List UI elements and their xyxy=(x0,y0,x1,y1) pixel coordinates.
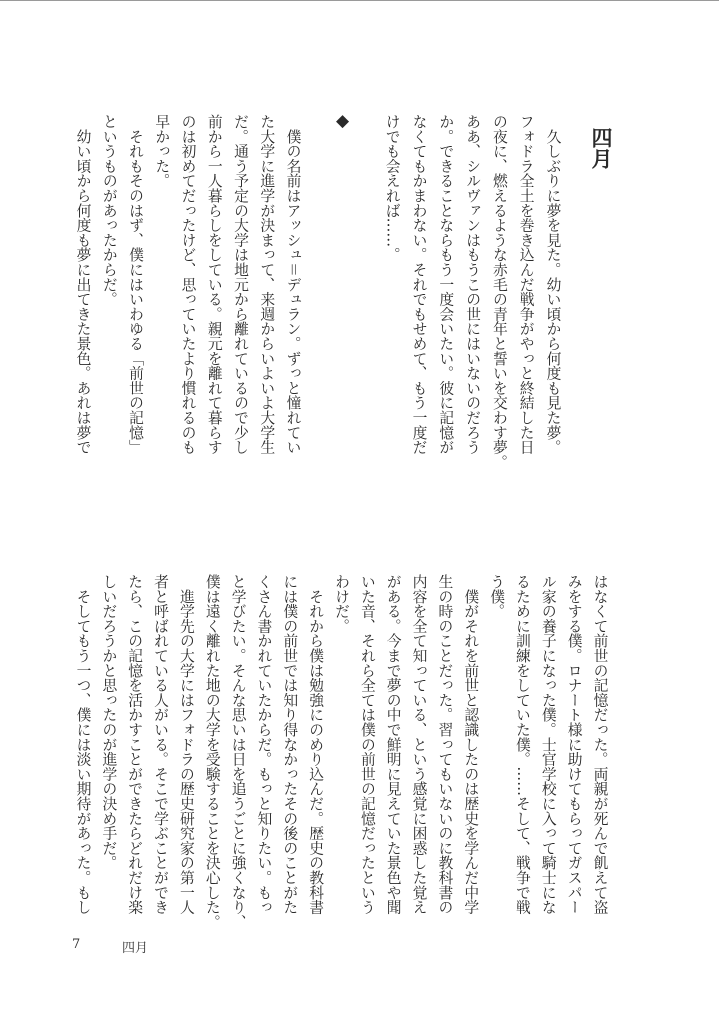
text-column: 生の時のことだった。習ってもいないのに教科書の xyxy=(436,574,454,915)
text-column: か。できることならもう一度会いたい。彼に記憶が xyxy=(437,114,455,455)
text-column: 幼い頃から何度も夢に出てきた景色。あれは夢で xyxy=(74,114,92,455)
page-number: 7 xyxy=(72,937,81,952)
text-column: 内容を全て知っている、という感覚に困惑した覚え xyxy=(410,574,428,915)
text-column: るために訓練をしていた僕。……そして、戦争で戦 xyxy=(513,574,531,915)
text-column: しいだろうかと思ったのが進学の決め手だ。 xyxy=(100,574,118,870)
text-column: それもそのはず、僕にはいわゆる「前世の記憶」 xyxy=(127,114,144,455)
running-head: 四月 xyxy=(122,941,149,956)
text-column: たら、この記憶を活かすことができたらどれだけ楽 xyxy=(126,574,144,915)
text-column: いた音、それら全ては僕の前世の記憶だったという xyxy=(358,574,376,915)
text-column: た大学に進学が決まって、来週からいよいよ大学生 xyxy=(258,114,276,455)
text-column: 僕は遠く離れた地の大学を受験することを決心した。 xyxy=(203,574,221,930)
text-column: はなくて前世の記憶だった。両親が死んで飢えて盗 xyxy=(591,574,609,915)
text-column: がある。今まで夢の中で鮮明に見えていた景色や聞 xyxy=(384,574,402,915)
text-column: けでも会えれば……。 xyxy=(383,114,401,262)
text-column: ル家の養子になった僕。士官学校に入って騎士にな xyxy=(539,574,557,915)
text-column: のは初めてだったけど、思っていたより慣れるのも xyxy=(179,114,197,455)
text-column: 者と呼ばれている人がいる。そこで学ぶことができ xyxy=(152,574,170,915)
text-column: フォドラ全土を巻き込んだ戦争がやっと終結した日 xyxy=(517,114,535,455)
text-column: というものがあったからだ。 xyxy=(100,114,118,307)
text-column: と学びたい。そんな思いは日を追うごとに強くなり、 xyxy=(229,574,247,930)
text-column: には僕の前世では知り得なかったその後のことがた xyxy=(281,574,299,915)
text-column: 久しぶりに夢を見た。幼い頃から何度も見た夢。 xyxy=(544,114,562,455)
text-column: う僕。 xyxy=(488,574,506,619)
text-column: そしてもう一つ、僕には淡い期待があった。もし xyxy=(74,574,92,915)
text-column: だ。通う予定の大学は地元から離れているので少し xyxy=(232,114,249,455)
text-column: の夜に、燃えるような赤毛の青年と誓いを交わす夢。 xyxy=(490,114,508,470)
text-column: わけだ。 xyxy=(333,574,350,634)
text-column: ああ、シルヴァンはもうこの世にはいないのだろう xyxy=(464,114,482,455)
text-column: くさん書かれていたからだ。もっと知りたい。もっ xyxy=(255,574,273,915)
text-column: 進学先の大学にはフォドラの歴史研究家の第一人 xyxy=(177,574,195,915)
chapter-title: 四月 xyxy=(589,127,614,169)
text-column: 早かった。 xyxy=(153,114,171,188)
text-column: みをする僕。ロナート様に助けてもらってガスパー xyxy=(565,574,583,915)
text-column: 前から一人暮らしをしている。親元を離れて暮らす xyxy=(205,114,223,455)
text-column: それから僕は勉強にのめり込んだ。歴史の教科書 xyxy=(307,574,325,915)
text-column: 僕の名前はアッシュ＝デュラン。ずっと憧れてい xyxy=(284,114,302,455)
text-column: なくてもかまわない。それでもせめて、もう一度だ xyxy=(410,114,428,455)
text-column: 僕がそれを前世と認識したのは歴史を学んだ中学 xyxy=(462,574,480,915)
section-separator: ◆ xyxy=(336,111,350,131)
